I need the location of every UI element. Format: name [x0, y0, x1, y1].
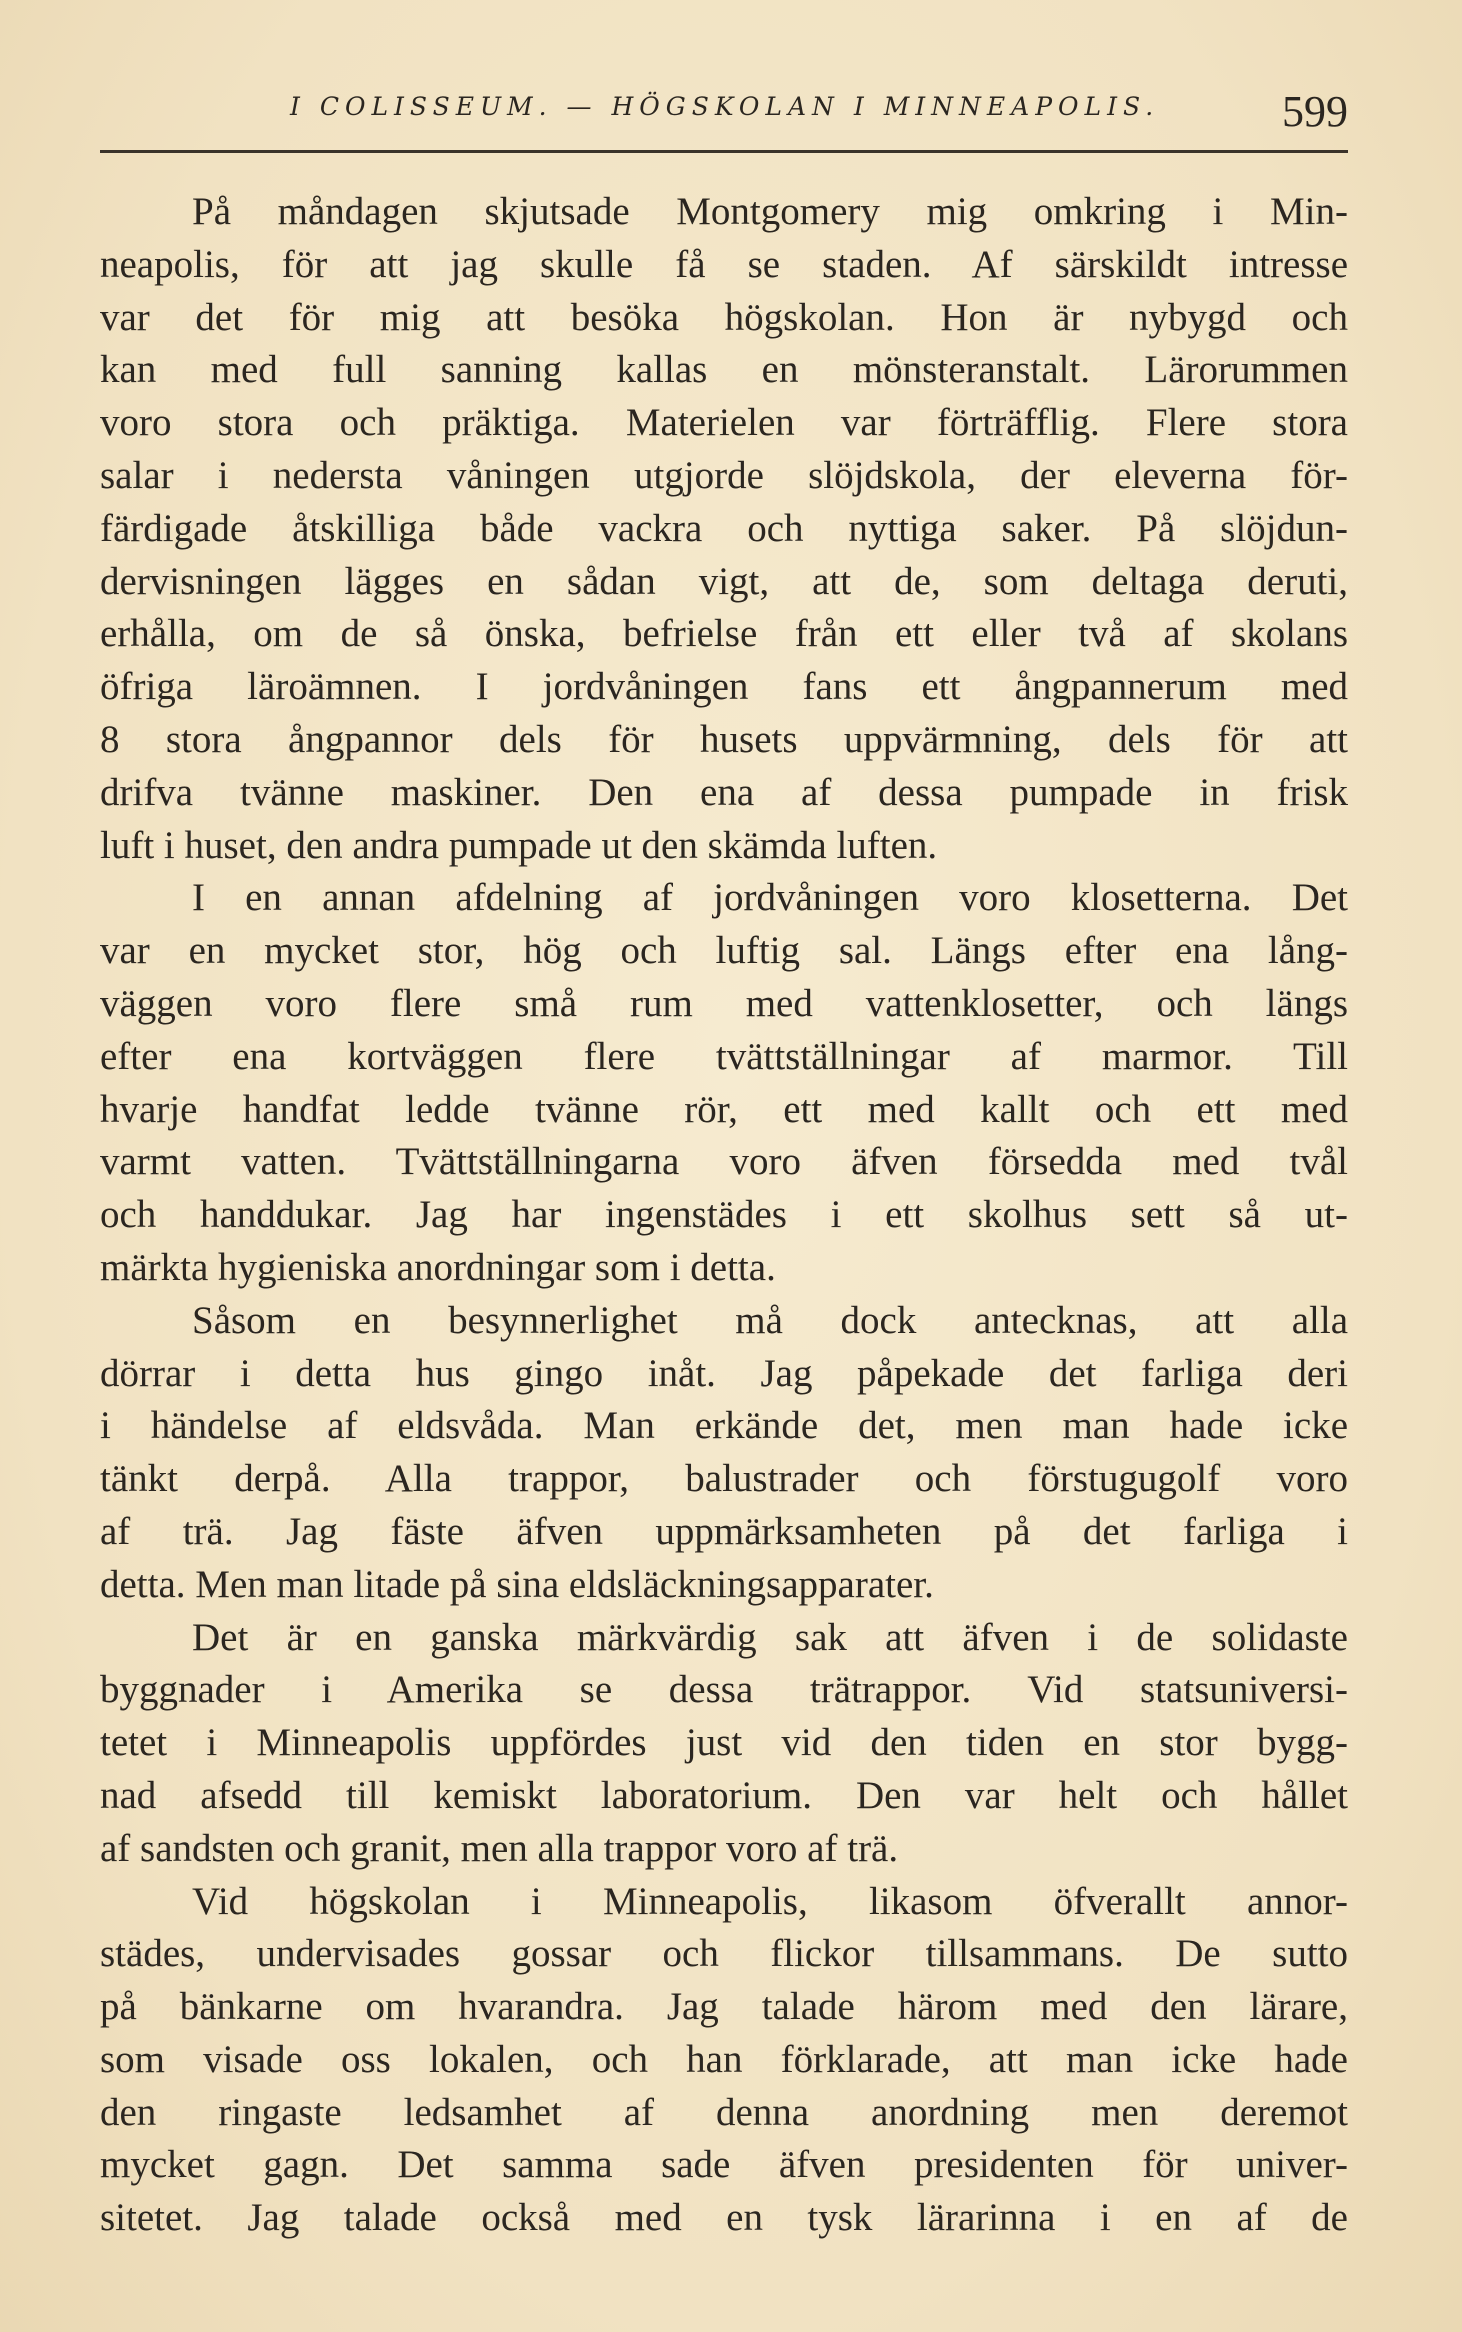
text-line: efter ena kortväggen flere tvättställningar af marmor. Till [100, 1034, 1348, 1078]
text-line: mycket gagn. Det samma sade äfven presidenten för univer- [100, 2143, 1348, 2187]
text-line: dörrar i detta hus gingo inåt. Jag påpekade det farliga deri [100, 1351, 1348, 1395]
text-line: färdigade åtskilliga både vackra och nyttiga saker. På slöjdun- [100, 506, 1348, 550]
text-line: tetet i Minneapolis uppfördes just vid den tiden en stor bygg- [100, 1721, 1348, 1765]
page-number: 599 [1282, 87, 1348, 136]
text-line: varmt vatten. Tvättställningarna voro äfven försedda med tvål [100, 1140, 1348, 1184]
header-rule [100, 150, 1348, 153]
text-line: städes, undervisades gossar och flickor tillsammans. De sutto [100, 1932, 1348, 1976]
running-title: I COLISSEUM. — HÖGSKOLAN I MINNEAPOLIS. [290, 92, 1160, 121]
text-line: voro stora och präktiga. Materielen var förträfflig. Flere stora [100, 401, 1348, 445]
text-line: i händelse af eldsvåda. Man erkände det, men man hade icke [100, 1404, 1348, 1448]
text-line: byggnader i Amerika se dessa trätrappor. Vid statsuniversi- [100, 1668, 1348, 1712]
text-line: luft i huset, den andra pumpade ut den skämda luften. [100, 823, 938, 867]
text-line: af sandsten och granit, men alla trappor voro af trä. [100, 1826, 899, 1870]
text-line: drifva tvänne maskiner. Den ena af dessa pumpade in frisk [100, 770, 1348, 814]
text-line: den ringaste ledsamhet af denna anordning men deremot [100, 2090, 1348, 2134]
text-line: dervisningen lägges en sådan vigt, att de, som deltaga deruti, [100, 559, 1348, 603]
text-line: Det är en ganska märkvärdig sak att äfven i de solidaste [192, 1615, 1348, 1659]
text-line: af trä. Jag fäste äfven uppmärksamheten på det farliga i [100, 1509, 1348, 1553]
text-line: märkta hygieniska anordningar som i detta. [100, 1245, 776, 1289]
text-line: detta. Men man litade på sina eldsläckningsapparater. [100, 1562, 934, 1606]
text-line: 8 stora ångpannor dels för husets uppvärmning, dels för att [100, 717, 1348, 761]
text-line: salar i nedersta våningen utgjorde slöjdskola, der eleverna för- [100, 453, 1348, 497]
text-line: tänkt derpå. Alla trappor, balustrader och förstugugolf voro [100, 1457, 1348, 1501]
text-line: Såsom en besynnerlighet må dock antecknas, att alla [192, 1298, 1348, 1342]
text-line: neapolis, för att jag skulle få se staden. Af särskildt intresse [100, 242, 1348, 286]
body-text [100, 186, 1348, 2245]
text-line: och handdukar. Jag har ingenstädes i ett skolhus sett så ut- [100, 1193, 1348, 1237]
page-header [100, 87, 1348, 142]
text-line: På måndagen skjutsade Montgomery mig omkring i Min- [192, 190, 1348, 233]
text-line: öfriga läroämnen. I jordvåningen fans ett ångpannerum med [100, 665, 1348, 709]
text-line: I en annan afdelning af jordvåningen voro klosetterna. Det [192, 876, 1348, 920]
text-line: hvarje handfat ledde tvänne rör, ett med kallt och ett med [100, 1087, 1348, 1131]
text-line: som visade oss lokalen, och han förklarade, att man icke hade [100, 2037, 1348, 2081]
text-line: sitetet. Jag talade också med en tysk lärarinna i en af de [100, 2196, 1348, 2240]
text-line: Vid högskolan i Minneapolis, likasom öfverallt annor- [192, 1879, 1348, 1923]
text-line: kan med full sanning kallas en mönsteranstalt. Lärorummen [100, 348, 1348, 392]
text-line: var det för mig att besöka högskolan. Hon är nybygd och [100, 295, 1348, 339]
text-line: erhålla, om de så önska, befrielse från ett eller två af skolans [100, 612, 1348, 656]
text-line: nad afsedd till kemiskt laboratorium. Den var helt och hållet [100, 1773, 1348, 1817]
text-line: väggen voro flere små rum med vattenklosetter, och längs [100, 981, 1348, 1025]
text-line: var en mycket stor, hög och luftig sal. Längs efter ena lång- [100, 929, 1348, 973]
text-line: på bänkarne om hvarandra. Jag talade härom med den lärare, [100, 1985, 1348, 2029]
